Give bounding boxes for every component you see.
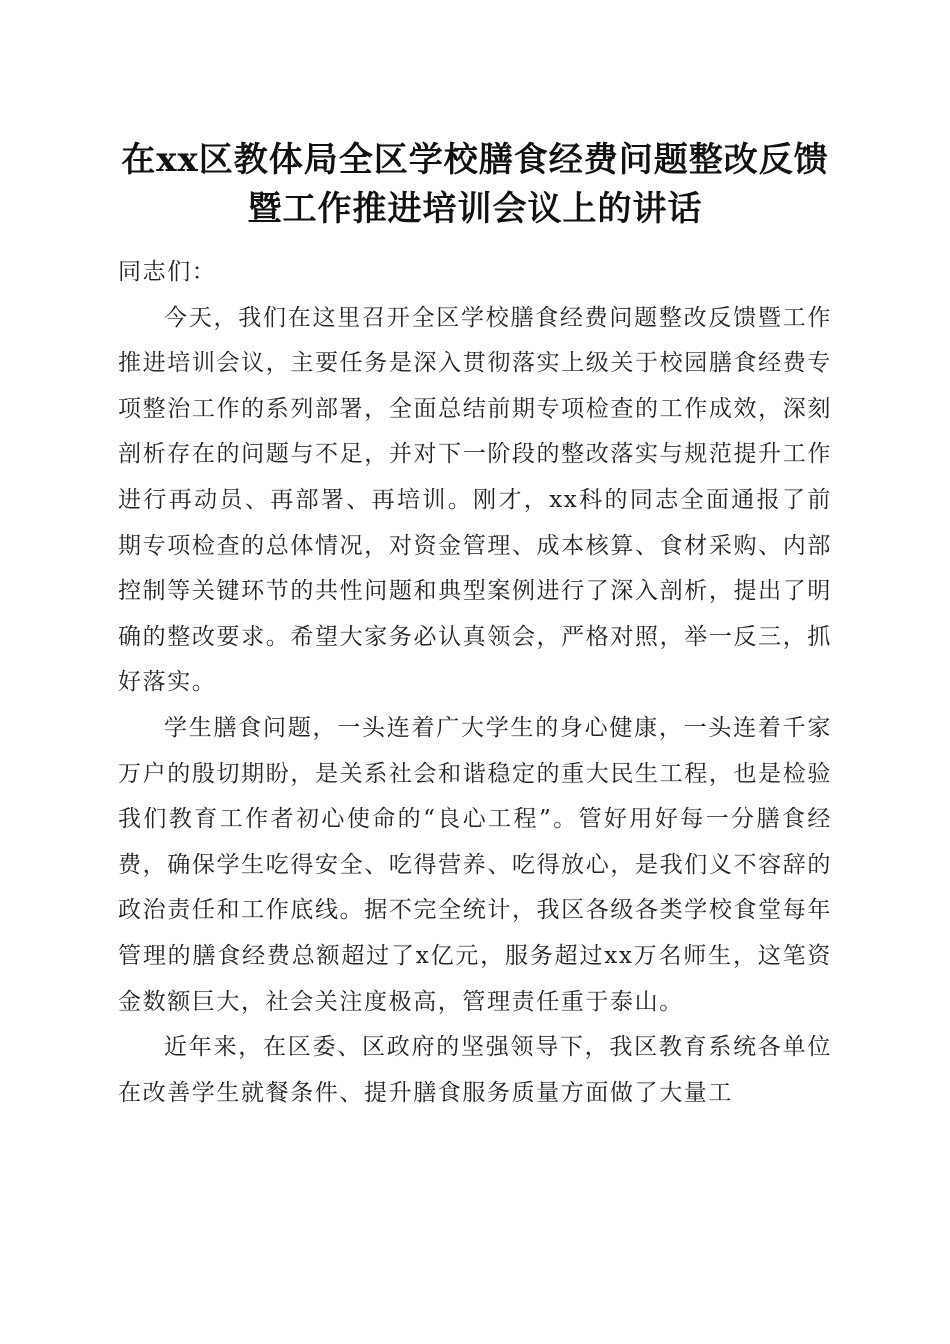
paragraph-2: 学生膳食问题，一头连着广大学生的身心健康，一头连着千家万户的殷切期盼，是关系社会和谐稳定的重大民生工程，也是检验我们教育工作者初心使命的“良心工程”。管好用好每一分膳食经费，确保学生吃得安全、吃得营养、吃得放心，是我们义不容辞的政治责任和工作底线。据不完全统计，我区各级各类学校食堂每年管理的膳食经费总额超过了x亿元，服务超过xx万名师生，这笔资金数额巨大，社会关注度极高，管理责任重于泰山。 xyxy=(118,714,832,1015)
document-title: 在xx区教体局全区学校膳食经费问题整改反馈暨工作推进培训会议上的讲话 xyxy=(121,140,829,229)
paragraph-3: 近年来，在区委、区政府的坚强领导下，我区教育系统各单位在改善学生就餐条件、提升膳食服务质量方面做了大量工 xyxy=(118,1034,832,1106)
salutation: 同志们： xyxy=(118,259,217,285)
paragraph-1: 今天，我们在这里召开全区学校膳食经费问题整改反馈暨工作推进培训会议，主要任务是深入贯彻落实上级关于校园膳食经费专项整治工作的系列部署，全面总结前期专项检查的工作成效，深刻剖析存在的问题与不足，并对下一阶段的整改落实与规范提升工作进行再动员、再部署、再培训。刚才，xx科的同志全面通报了前期专项检查的总体情况，对资金管理、成本核算、食材采购、内部控制等关键环节的共性问题和典型案例进行了深入剖析，提出了明确的整改要求。希望大家务必认真领会，严格对照，举一反三，抓好落实。 xyxy=(118,304,832,696)
document-body xyxy=(118,250,832,1116)
